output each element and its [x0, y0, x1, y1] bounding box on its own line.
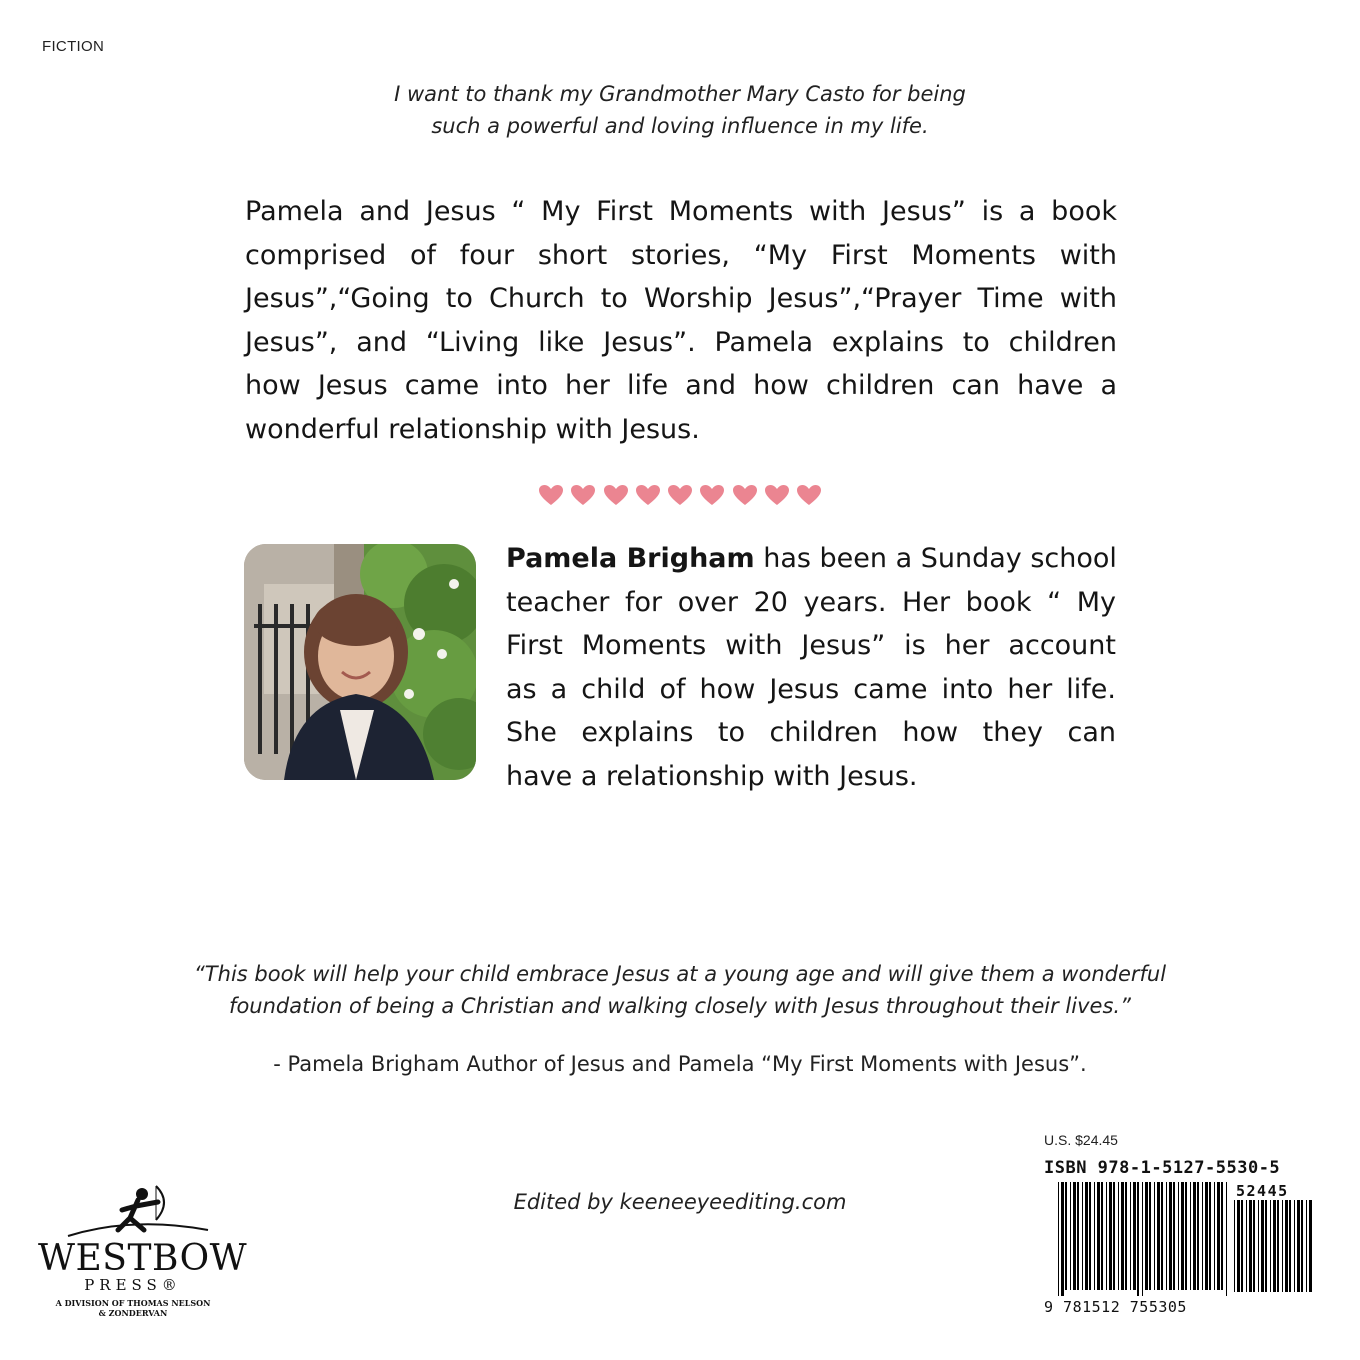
heart-icon [796, 484, 822, 506]
barcode-bar [1118, 1182, 1119, 1290]
barcode-bar [1169, 1182, 1172, 1290]
barcode [1058, 1182, 1228, 1296]
blurb-line: wonderful relationship with Jesus. [245, 413, 700, 445]
barcode-bar [1082, 1182, 1083, 1290]
barcode-bar [1089, 1182, 1091, 1290]
barcode-bar [1285, 1200, 1288, 1292]
blurb-line: Jesus”,“Going to Church to Worship Jesus”,“Prayer Time with [245, 283, 1117, 315]
hearts-divider [538, 484, 822, 506]
barcode-bar [1234, 1200, 1235, 1292]
barcode-bar [1094, 1182, 1095, 1290]
author-photo [244, 544, 476, 780]
barcode-bar [1085, 1182, 1088, 1290]
barcode-bar [1249, 1200, 1252, 1292]
barcode-bar [1133, 1182, 1136, 1290]
barcode-bar [1145, 1182, 1148, 1290]
barcode-bar [1246, 1200, 1247, 1292]
barcode-bar [1193, 1182, 1196, 1290]
quote-attribution: - Pamela Brigham Author of Jesus and Pamela “My First Moments with Jesus”. [273, 1052, 1087, 1076]
bio-line: First Moments with Jesus” is her account [506, 630, 1116, 662]
barcode-bar [1309, 1200, 1312, 1292]
dedication-line: I want to thank my Grandmother Mary Casto for being [394, 82, 966, 106]
bio-text: has been a Sunday school [754, 543, 1117, 574]
dedication-line: such a powerful and loving influence in my life. [431, 114, 929, 138]
author-bio [506, 537, 1116, 799]
barcode-bar [1205, 1182, 1208, 1290]
blurb-line: how Jesus came into her life and how children can have a [245, 370, 1117, 402]
barcode-bar [1121, 1182, 1124, 1290]
barcode-bar [1253, 1200, 1255, 1292]
barcode-bar [1125, 1182, 1127, 1290]
category-label: FICTION [42, 38, 105, 55]
barcode-bar [1166, 1182, 1167, 1290]
barcode-bar [1209, 1182, 1211, 1290]
bio-line: teacher for over 20 years. Her book “ My [506, 586, 1116, 618]
barcode-bar [1270, 1200, 1271, 1292]
barcode-bar [1202, 1182, 1203, 1290]
publisher-sub: PRESS® [84, 1276, 182, 1294]
barcode-bar [1065, 1182, 1067, 1290]
barcode-bar [1301, 1200, 1303, 1292]
barcode-bar [1277, 1200, 1279, 1292]
barcode-bar [1294, 1200, 1295, 1292]
publisher-division [38, 1298, 228, 1318]
heart-icon [764, 484, 790, 506]
barcode-bar [1297, 1200, 1300, 1292]
book-blurb [245, 190, 1117, 452]
edited-by: Edited by keeneeyeediting.com [513, 1190, 847, 1214]
barcode-bar [1077, 1182, 1079, 1290]
blurb-line: comprised of four short stories, “My First Moments with [245, 239, 1117, 271]
barcode-bar [1306, 1200, 1307, 1292]
endorsement-quote [160, 958, 1200, 1022]
heart-icon [538, 484, 564, 506]
barcode-bar [1109, 1182, 1112, 1290]
author-name: Pamela Brigham [506, 543, 755, 574]
addon-barcode [1234, 1200, 1312, 1298]
blurb-line: Jesus”, and “Living like Jesus”. Pamela explains to children [245, 326, 1117, 358]
barcode-bar [1197, 1182, 1199, 1290]
barcode-bar [1178, 1182, 1179, 1290]
barcode-bar [1226, 1182, 1227, 1296]
dedication [300, 78, 1060, 142]
barcode-bar [1161, 1182, 1163, 1290]
heart-icon [570, 484, 596, 506]
heart-icon [603, 484, 629, 506]
barcode-bar [1097, 1182, 1100, 1290]
division-line: A DIVISION OF THOMAS NELSON [55, 1298, 211, 1308]
barcode-bar [1217, 1182, 1220, 1290]
blurb-line: Pamela and Jesus “ My First Moments with Jesus” is a book [245, 196, 1117, 227]
heart-icon [699, 484, 725, 506]
barcode-digits: 9 781512 755305 [1044, 1298, 1187, 1316]
barcode-bar [1265, 1200, 1267, 1292]
barcode-bar [1157, 1182, 1160, 1290]
barcode-bar [1061, 1182, 1064, 1296]
bio-line [506, 537, 1116, 581]
publisher-name: WESTBOW [38, 1238, 248, 1279]
barcode-bar [1173, 1182, 1175, 1290]
barcode-bar [1142, 1182, 1143, 1296]
quote-line: “This book will help your child embrace Jesus at a young age and will give them a wonderful [193, 962, 1167, 986]
barcode-bar [1185, 1182, 1187, 1290]
barcode-bar [1261, 1200, 1264, 1292]
barcode-bar [1241, 1200, 1243, 1292]
barcode-bar [1154, 1182, 1155, 1290]
bio-line: have a relationship with Jesus. [506, 760, 918, 792]
barcode-bar [1214, 1182, 1215, 1290]
barcode-bar [1070, 1182, 1071, 1290]
barcode-bar [1058, 1182, 1059, 1296]
barcode-bar [1289, 1200, 1291, 1292]
barcode-bar [1282, 1200, 1283, 1292]
barcode-bar [1221, 1182, 1223, 1290]
bio-line: as a child of how Jesus came into her life. [506, 673, 1116, 705]
barcode-bar [1106, 1182, 1107, 1290]
bio-line: She explains to children how they can [506, 717, 1116, 749]
barcode-bar [1101, 1182, 1103, 1290]
heart-icon [732, 484, 758, 506]
barcode-bar [1130, 1182, 1131, 1290]
quote-line: foundation of being a Christian and walking closely with Jesus throughout their lives.” [229, 994, 1131, 1018]
isbn: ISBN 978-1-5127-5530-5 [1044, 1158, 1281, 1178]
barcode-bar [1273, 1200, 1276, 1292]
addon-digits: 52445 [1236, 1182, 1289, 1200]
heart-icon [667, 484, 693, 506]
price: U.S. $24.45 [1044, 1132, 1118, 1148]
division-line: & ZONDERVAN [98, 1308, 168, 1318]
barcode-bar [1237, 1200, 1240, 1292]
barcode-bar [1149, 1182, 1151, 1290]
heart-icon [635, 484, 661, 506]
barcode-bar [1181, 1182, 1184, 1290]
barcode-bar [1073, 1182, 1076, 1290]
barcode-bar [1113, 1182, 1115, 1290]
barcode-bar [1258, 1200, 1259, 1292]
barcode-bar [1137, 1182, 1139, 1296]
archer-icon [38, 1180, 238, 1240]
barcode-bar [1190, 1182, 1191, 1290]
